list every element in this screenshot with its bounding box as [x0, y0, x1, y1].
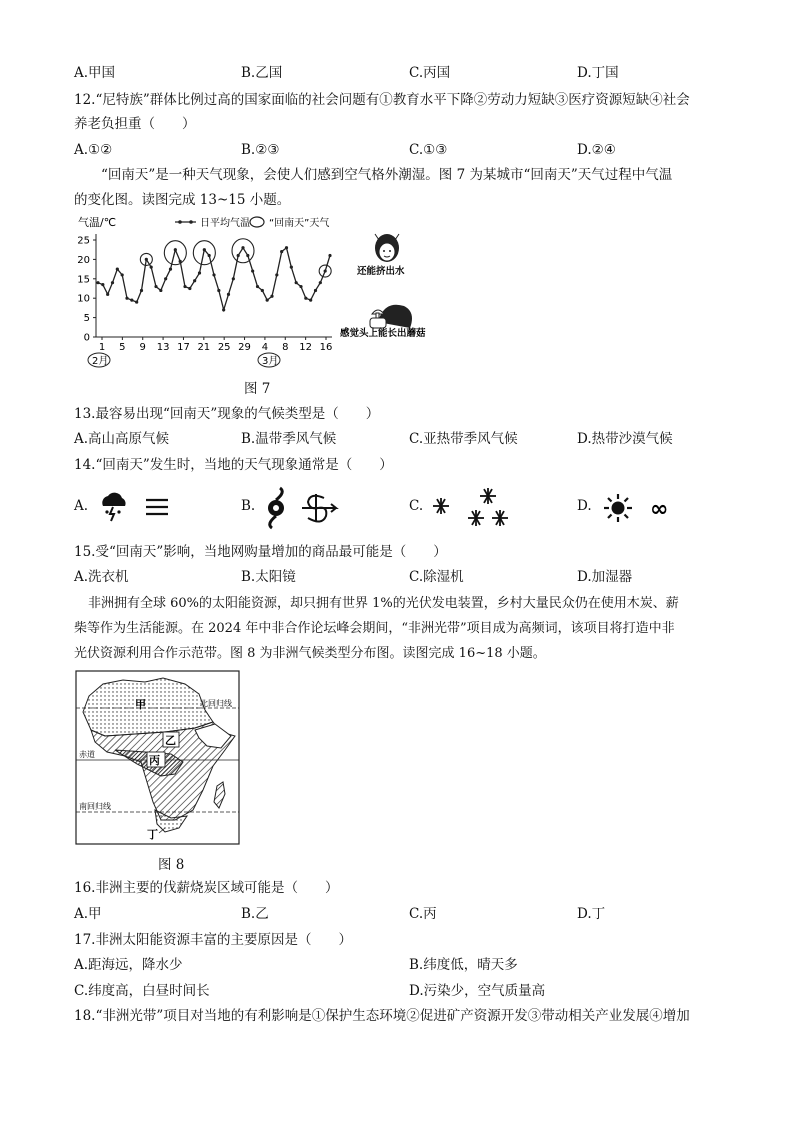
region-ding-label: 丁	[147, 828, 158, 841]
temperature-point	[96, 281, 99, 284]
temperature-point	[145, 258, 148, 261]
temperature-point	[266, 299, 269, 302]
q15-option-a: A.洗衣机	[74, 569, 129, 585]
typhoon-icon	[268, 488, 284, 528]
region-bing-label: 丙	[149, 754, 160, 767]
cartoon-face-icon	[375, 234, 399, 262]
q17-option-c: C.纬度高，白昼时间长	[74, 983, 210, 999]
intro2-line1: 非洲拥有全球 60%的太阳能资源，却只拥有世界 1%的光伏发电装置，乡村大量民众仍在使用木炭、薪	[88, 596, 679, 611]
y-tick-label: 20	[77, 254, 90, 266]
haze-icon: ∞	[650, 497, 669, 522]
q18-stem: 18.“非洲光带”项目对当地的有利影响是①保护生态环境②促进矿产资源开发③带动相关产业发展④增加	[74, 1008, 690, 1024]
temperature-point	[135, 300, 138, 303]
temperature-point	[319, 281, 322, 284]
temperature-point	[212, 273, 215, 276]
q15-option-d: D.加湿器	[577, 569, 633, 585]
q16-stem: 16.非洲主要的伐薪烧炭区域可能是（ ）	[74, 880, 339, 896]
y-tick-label: 15	[77, 274, 90, 286]
q14-option-d-label: D.	[577, 498, 592, 514]
q17-options-row1	[0, 954, 794, 976]
temperature-point	[116, 268, 119, 271]
legend-circle-label: “回南天”天气	[269, 218, 330, 229]
cartoon2-label: 感觉头上能长出蘑菇	[340, 328, 426, 339]
temperature-point	[217, 289, 220, 292]
q13-stem: 13.最容易出现“回南天”现象的气候类型是（ ）	[74, 406, 380, 422]
temperature-point	[290, 266, 293, 269]
temperature-point	[183, 285, 186, 288]
q17-option-d: D.污染少，空气质量高	[409, 983, 546, 999]
temperature-point	[314, 289, 317, 292]
y-tick-label: 10	[77, 293, 90, 305]
snow-icon	[433, 498, 449, 514]
q14-option-b-symbols	[262, 486, 352, 530]
tropic-cancer-label: 北回归线	[200, 699, 232, 708]
temperature-points	[96, 246, 331, 311]
q14-option-c-symbols	[426, 484, 526, 532]
temperature-point	[270, 295, 273, 298]
fog-icon	[146, 500, 168, 514]
equator-label: 赤道	[79, 750, 95, 759]
heavy-snow-icon	[468, 488, 508, 526]
x-tick-labels	[99, 337, 333, 353]
temperature-point	[121, 273, 124, 276]
q16-option-c: C.丙	[409, 906, 437, 922]
q17-stem: 17.非洲太阳能资源丰富的主要原因是（ ）	[74, 932, 352, 948]
q12-stem-line2: 养老负担重（ ）	[74, 116, 196, 132]
q15-stem: 15.受“回南天”影响，当地网购量增加的商品最可能是（ ）	[74, 544, 447, 560]
temperature-point	[295, 281, 298, 284]
q13-option-b: B.温带季风气候	[241, 431, 337, 447]
x-tick-label: 12	[299, 342, 313, 353]
q14-stem: 14.“回南天”发生时，当地的天气现象通常是（ ）	[74, 457, 393, 473]
q17-option-a: A.距海远，降水少	[74, 957, 183, 973]
tropic-capricorn-label: 南回归线	[79, 802, 111, 811]
temperature-point	[154, 285, 157, 288]
x-tick-label: 13	[156, 342, 170, 353]
q16-option-d: D.丁	[577, 906, 606, 922]
intro2-line2: 柴等作为生活能源。在 2024 年中非合作论坛峰会期间，“非洲光带”项目成为高频词，该项目将打造中非	[74, 621, 675, 636]
temperature-point	[198, 271, 201, 274]
temperature-point	[159, 289, 162, 292]
temperature-point	[304, 297, 307, 300]
temperature-point	[169, 268, 172, 271]
q14-options	[0, 482, 794, 532]
temperature-point	[324, 269, 327, 272]
y-tick-label: 25	[77, 235, 90, 247]
figure-8-caption: 图 8	[158, 857, 185, 873]
temperature-point	[222, 308, 225, 311]
chart-axes	[96, 234, 332, 337]
temperature-point	[299, 285, 302, 288]
sunny-icon	[604, 494, 632, 522]
month-feb: 2月	[92, 356, 109, 367]
x-tick-label: 1	[98, 342, 106, 353]
region-yi-label: 乙	[165, 734, 176, 747]
temperature-point	[203, 248, 206, 251]
legend	[175, 216, 329, 229]
figure-7-temperature-chart	[70, 212, 440, 380]
q11-option-a: A.甲国	[74, 65, 116, 81]
q12-option-d: D.②④	[577, 142, 616, 158]
q11-options	[0, 62, 794, 84]
q14-option-c-label: C.	[409, 498, 424, 514]
wind-icon	[302, 494, 336, 522]
temperature-point	[246, 254, 249, 257]
temperature-point	[150, 266, 153, 269]
figure-8-africa-climate-map	[75, 670, 240, 845]
x-tick-label: 5	[119, 342, 126, 353]
temperature-point	[227, 293, 230, 296]
q11-option-b: B.乙国	[241, 65, 283, 81]
x-tick-label: 16	[319, 342, 333, 353]
x-tick-label: 9	[139, 342, 146, 353]
q12-options	[0, 139, 794, 161]
intro1-line1: “回南天”是一种天气现象，会使人们感到空气格外潮湿。图 7 为某城市“回南天”天气过程中气温	[101, 167, 673, 183]
q14-option-a-symbols	[98, 488, 178, 528]
temperature-point	[328, 254, 331, 257]
temperature-point	[261, 289, 264, 292]
huinantian-circle	[164, 241, 186, 265]
region-jia-label: 甲	[135, 698, 146, 711]
temperature-point	[188, 287, 191, 290]
q14-option-d-symbols	[598, 486, 678, 530]
q16-option-a: A.甲	[74, 906, 102, 922]
temperature-point	[164, 277, 167, 280]
q12-stem-line1: 12.“尼特族”群体比例过高的国家面临的社会问题有①教育水平下降②劳动力短缺③医疗资源短缺④社会	[74, 92, 690, 108]
figure-7-caption: 图 7	[244, 381, 271, 397]
x-tick-label: 17	[177, 342, 190, 353]
temperature-point	[130, 299, 133, 302]
x-tick-label: 4	[261, 342, 269, 353]
temperature-point	[251, 269, 254, 272]
q12-option-a: A.①②	[74, 142, 113, 158]
intro2-line3: 光伏资源利用合作示范带。图 8 为非洲气候类型分布图。读图完成 16~18 小题。	[74, 646, 546, 661]
q14-option-b-label: B.	[241, 498, 256, 514]
q13-option-a: A.高山高原气候	[74, 431, 170, 447]
temperature-point	[241, 246, 244, 249]
temperature-point	[232, 277, 235, 280]
thunderstorm-icon	[102, 493, 125, 521]
q17-option-b: B.纬度低，晴天多	[409, 957, 518, 973]
temperature-point	[193, 279, 196, 282]
q15-option-b: B.太阳镜	[241, 569, 296, 585]
x-tick-label: 21	[197, 342, 211, 353]
y-tick-label: 5	[83, 313, 90, 325]
x-tick-label: 29	[238, 342, 251, 353]
month-mar: 3月	[262, 356, 279, 367]
temperature-point	[140, 289, 143, 292]
q12-option-b: B.②③	[241, 142, 280, 158]
q11-option-d: D.丁国	[577, 65, 619, 81]
month-markers	[88, 353, 280, 367]
y-tick-labels	[77, 236, 96, 344]
q13-option-d: D.热带沙漠气候	[577, 431, 673, 447]
temperature-point	[106, 293, 109, 296]
temperature-point	[237, 254, 240, 257]
temperature-point	[280, 250, 283, 253]
temperature-point	[101, 283, 104, 286]
cartoon1-label: 还能挤出水	[357, 266, 405, 277]
q13-option-c: C.亚热带季风气候	[409, 431, 518, 447]
temperature-point	[275, 273, 278, 276]
q16-option-b: B.乙	[241, 906, 269, 922]
mushroom-head-icon	[370, 305, 412, 328]
q15-option-c: C.除湿机	[409, 569, 464, 585]
q12-option-c: C.①③	[409, 142, 448, 158]
temperature-point	[256, 285, 259, 288]
q17-options-row2	[0, 980, 794, 1002]
q11-option-c: C.丙国	[409, 65, 451, 81]
y-tick-label: 0	[83, 332, 90, 344]
q14-option-a-label: A.	[74, 498, 89, 514]
temperature-point	[208, 254, 211, 257]
x-tick-label: 25	[217, 342, 231, 353]
temperature-point	[309, 299, 312, 302]
q13-options	[0, 428, 794, 450]
huinantian-circle	[232, 239, 254, 263]
intro1-line2: 的变化图。读图完成 13~15 小题。	[74, 192, 291, 208]
temperature-point	[111, 281, 114, 284]
q16-options	[0, 903, 794, 925]
temperature-point	[174, 248, 177, 251]
x-tick-label: 8	[282, 342, 289, 353]
y-axis-label: 气温/℃	[78, 216, 117, 229]
temperature-point	[285, 246, 288, 249]
legend-line-label: 日平均气温	[200, 218, 250, 229]
q15-options	[0, 566, 794, 588]
temperature-point	[125, 297, 128, 300]
